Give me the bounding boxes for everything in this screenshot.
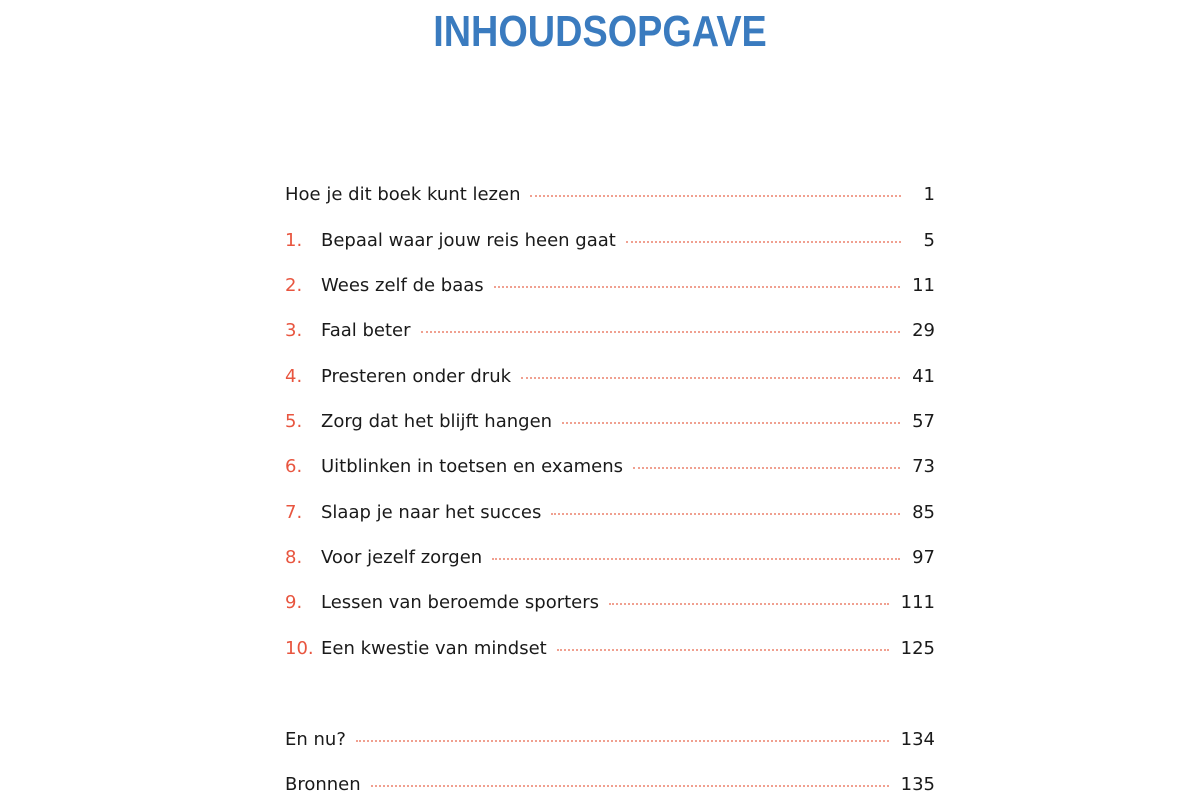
dot-leader — [633, 467, 900, 469]
chapter-number: 3. — [285, 320, 303, 341]
page-title: INHOUDSOPGAVE — [433, 7, 767, 56]
dot-leader — [492, 558, 900, 560]
toc-entry-label: Hoe je dit boek kunt lezen — [285, 184, 521, 205]
toc-entry-chapter[interactable] — [285, 543, 935, 573]
toc-entry-chapter[interactable] — [285, 588, 935, 618]
dot-leader — [530, 195, 901, 197]
toc-page-number: 57 — [912, 411, 935, 432]
dot-leader — [562, 422, 900, 424]
toc-page-number: 73 — [912, 456, 935, 477]
chapter-number: 5. — [285, 411, 303, 432]
toc-entry-label: Bronnen — [285, 774, 361, 795]
toc-entry-label: Wees zelf de baas — [321, 275, 484, 296]
toc-page-number: 134 — [900, 729, 935, 750]
toc-entry-chapter[interactable] — [285, 498, 935, 528]
toc-entry-chapter[interactable] — [285, 362, 935, 392]
dot-leader — [626, 241, 901, 243]
toc-page-number: 41 — [912, 366, 935, 387]
toc-page-number: 85 — [912, 502, 935, 523]
dot-leader — [551, 513, 900, 515]
dot-leader — [356, 740, 889, 742]
toc-entry-label: Slaap je naar het succes — [321, 502, 542, 523]
toc-entry-label: Bepaal waar jouw reis heen gaat — [321, 230, 616, 251]
chapter-number: 2. — [285, 275, 303, 296]
toc-entry-chapter[interactable] — [285, 452, 935, 482]
dot-leader — [521, 377, 900, 379]
toc-entry-label: Zorg dat het blijft hangen — [321, 411, 553, 432]
toc-page-number: 97 — [912, 547, 935, 568]
dot-leader — [371, 785, 889, 787]
toc-entry-intro[interactable] — [285, 180, 935, 210]
chapter-number: 1. — [285, 230, 303, 251]
toc-entry-label: Faal beter — [321, 320, 411, 341]
toc-entry-label: Een kwestie van mindset — [321, 638, 547, 659]
toc-page-number: 29 — [912, 320, 935, 341]
toc-page-number: 135 — [900, 774, 935, 795]
dot-leader — [609, 603, 889, 605]
chapter-number: 8. — [285, 547, 303, 568]
toc-entry-chapter[interactable] — [285, 316, 935, 346]
dot-leader — [494, 286, 900, 288]
chapter-number: 7. — [285, 502, 303, 523]
toc-entry-chapter[interactable] — [285, 634, 935, 664]
toc-page-number: 111 — [900, 592, 935, 613]
toc-page-number: 11 — [912, 275, 935, 296]
chapter-number: 9. — [285, 592, 303, 613]
toc-entry-outro[interactable] — [285, 725, 935, 755]
toc-entry-label: En nu? — [285, 729, 346, 750]
chapter-number: 6. — [285, 456, 303, 477]
toc-entry-chapter[interactable] — [285, 226, 935, 256]
toc-entry-chapter[interactable] — [285, 407, 935, 437]
toc-entry-outro[interactable] — [285, 770, 935, 800]
toc-entry-label: Uitblinken in toetsen en examens — [321, 456, 624, 477]
toc-entry-label: Lessen van beroemde sporters — [321, 592, 600, 613]
chapter-number: 10. — [285, 638, 314, 659]
dot-leader — [421, 331, 901, 333]
toc-entry-label: Presteren onder druk — [321, 366, 512, 387]
toc-page-number: 5 — [923, 230, 935, 251]
chapter-number: 4. — [285, 366, 303, 387]
toc-page-number: 1 — [923, 184, 935, 205]
toc-page-number: 125 — [900, 638, 935, 659]
dot-leader — [557, 649, 889, 651]
toc-entry-label: Voor jezelf zorgen — [321, 547, 483, 568]
toc-entry-chapter[interactable] — [285, 271, 935, 301]
